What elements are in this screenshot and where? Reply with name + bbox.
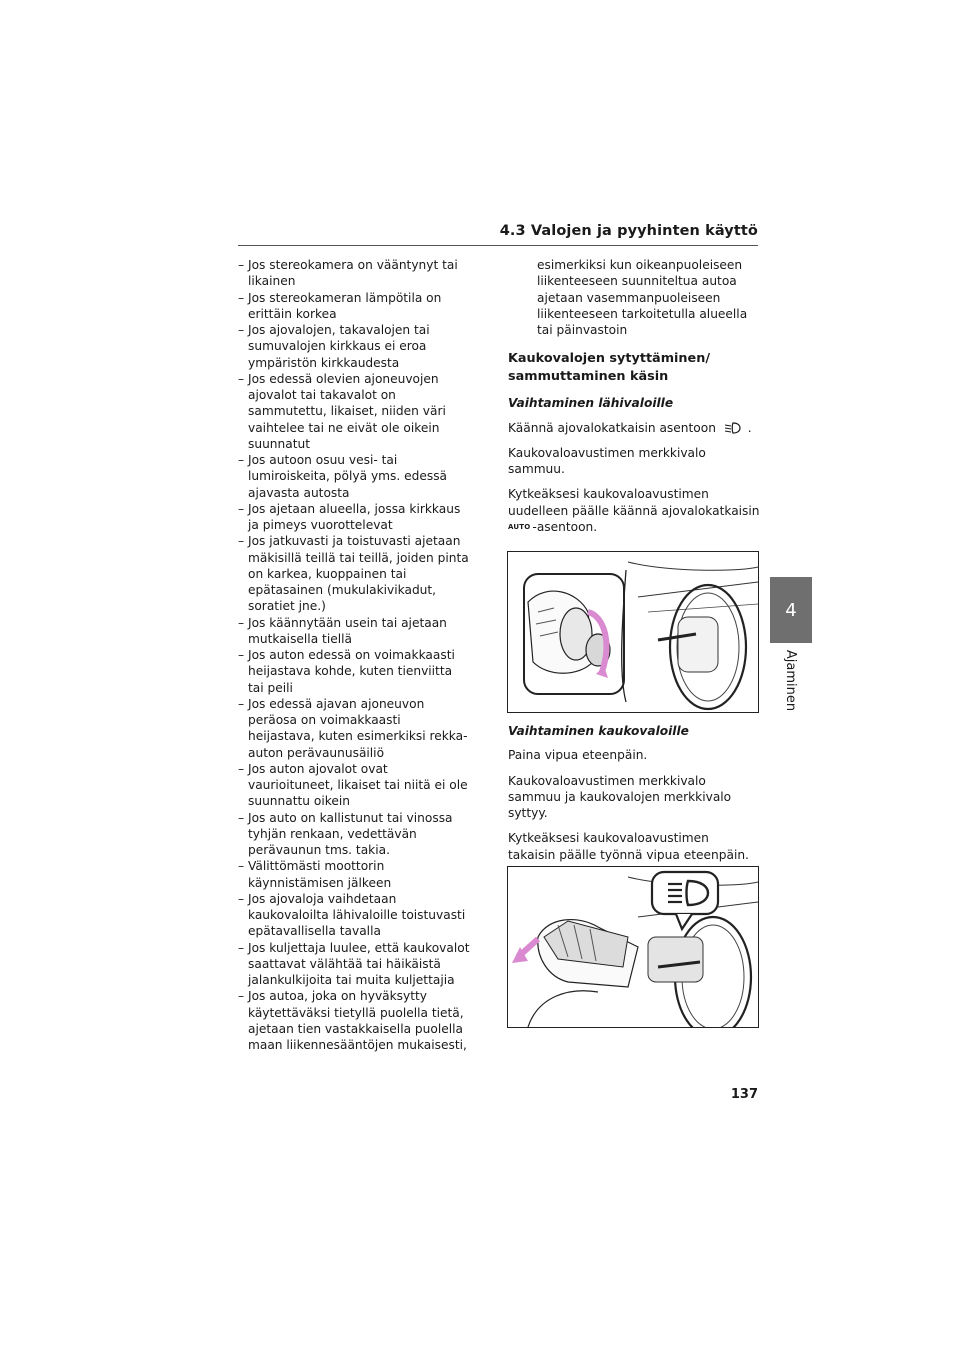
list-item: – Jos auton edessä on voimakkaasti heijastava kohde, kuten tienviitta tai peili <box>238 648 455 695</box>
condition-list <box>238 257 470 1053</box>
list-item: – Jos auton ajovalot ovat vaurioituneet, likaiset tai niitä ei ole suunnattu oikein <box>238 761 468 809</box>
list-continuation: esimerkiksi kun oikeanpuoleiseen liikenteeseen suunniteltua autoa ajetaan vasemmanpuoleiseen liikenteeseen tarkoitetulla alueella tai päinvastoin <box>537 258 748 337</box>
high-beam-reenable-note: Kytkeäksesi kaukovaloavustimen takaisin päälle työnnä vipua eteenpäin. <box>508 831 749 862</box>
list-item: – Jos autoa, joka on hyväksytty käytettäväksi tietyllä puolella tietä, ajetaan tien vastakkaisella puolella maan liikennesääntöjen mukaisesti, <box>238 989 467 1052</box>
list-item: – Jos jatkuvasti ja toistuvasti ajetaan mäkisillä teillä tai teillä, joiden pinta on karkea, kuoppainen tai epätasainen (mukulakivikadut, soratiet jne.) <box>238 534 469 614</box>
list-item: – Jos stereokamera on vääntynyt tai likainen <box>238 258 458 289</box>
indicator-off-note: Kaukovaloavustimen merkkivalo sammuu. <box>508 445 706 476</box>
list-item: – Jos käännytään usein tai ajetaan mutkaisella tiellä <box>238 615 447 646</box>
instruction-high-beam: Paina vipua eteenpäin. <box>508 748 648 763</box>
list-item: – Jos edessä ajavan ajoneuvon peräosa on voimakkaasti heijastava, kuten esimerkiksi rekka-auton perävaunusäiliö <box>238 696 468 760</box>
low-beam-icon <box>724 422 742 434</box>
list-item: – Välittömästi moottorin käynnistämisen jälkeen <box>238 859 392 890</box>
chapter-label: Ajaminen <box>783 649 799 711</box>
switch-rotate-illustration <box>508 552 758 712</box>
figure-switch-rotate <box>507 551 759 713</box>
chapter-label-wrap <box>770 650 812 710</box>
right-column <box>508 257 760 544</box>
list-item: – Jos ajovalojen, takavalojen tai sumuvalojen kirkkaus ei eroa ympäristön kirkkaudesta <box>238 323 430 370</box>
reenable-note: Kytkeäksesi kaukovaloavustimen uudelleen päälle käännä ajovalokatkaisin AUTO -asentoon. <box>508 487 760 534</box>
section-header: 4.3 Valojen ja pyyhinten käyttö <box>499 223 758 239</box>
header-divider <box>238 245 758 246</box>
section-heading: Kaukovalojen sytyttäminen/ sammuttaminen käsin <box>508 351 710 384</box>
subheading-high-beam: Vaihtaminen kaukovaloille <box>508 724 689 738</box>
list-item: – Jos ajovaloja vaihdetaan kaukovaloilta lähivaloille toistuvasti epätavallisella tavalla <box>238 891 466 939</box>
instruction-low-beam: Käännä ajovalokatkaisin asentoon . <box>508 420 752 435</box>
subheading-low-beam: Vaihtaminen lähivaloille <box>508 396 674 411</box>
lever-push-illustration <box>508 867 758 1027</box>
list-item: – Jos ajetaan alueella, jossa kirkkaus ja pimeys vuorottelevat <box>238 501 461 532</box>
list-item: – Jos edessä olevien ajoneuvojen ajovalot tai takavalot on sammutettu, likaiset, niiden väri vaihtelee tai ne eivät ole oikein suunnatut <box>238 371 446 451</box>
high-beam-indicator-note: Kaukovaloavustimen merkkivalo sammuu ja kaukovalojen merkkivalo syttyy. <box>508 773 732 820</box>
list-item: – Jos kuljettaja luulee, että kaukovalot saattavat välähtää tai häikäistä jalankulkijoita tai muita kuljettajia <box>238 940 470 987</box>
auto-glyph: AUTO <box>508 522 531 531</box>
high-beam-section <box>508 723 760 872</box>
list-item: – Jos autoon osuu vesi- tai lumiroiskeita, pölyä yms. edessä ajavasta autosta <box>238 453 448 500</box>
chapter-tab <box>770 577 812 643</box>
list-item: – Jos auto on kallistunut tai vinossa tyhjän renkaan, vedettävän perävaunun tms. takia. <box>238 810 453 857</box>
figure-lever-push <box>507 866 759 1028</box>
list-item: – Jos stereokameran lämpötila on erittäin korkea <box>238 290 442 321</box>
page-number: 137 <box>730 1087 758 1102</box>
chapter-number: 4 <box>785 599 797 621</box>
